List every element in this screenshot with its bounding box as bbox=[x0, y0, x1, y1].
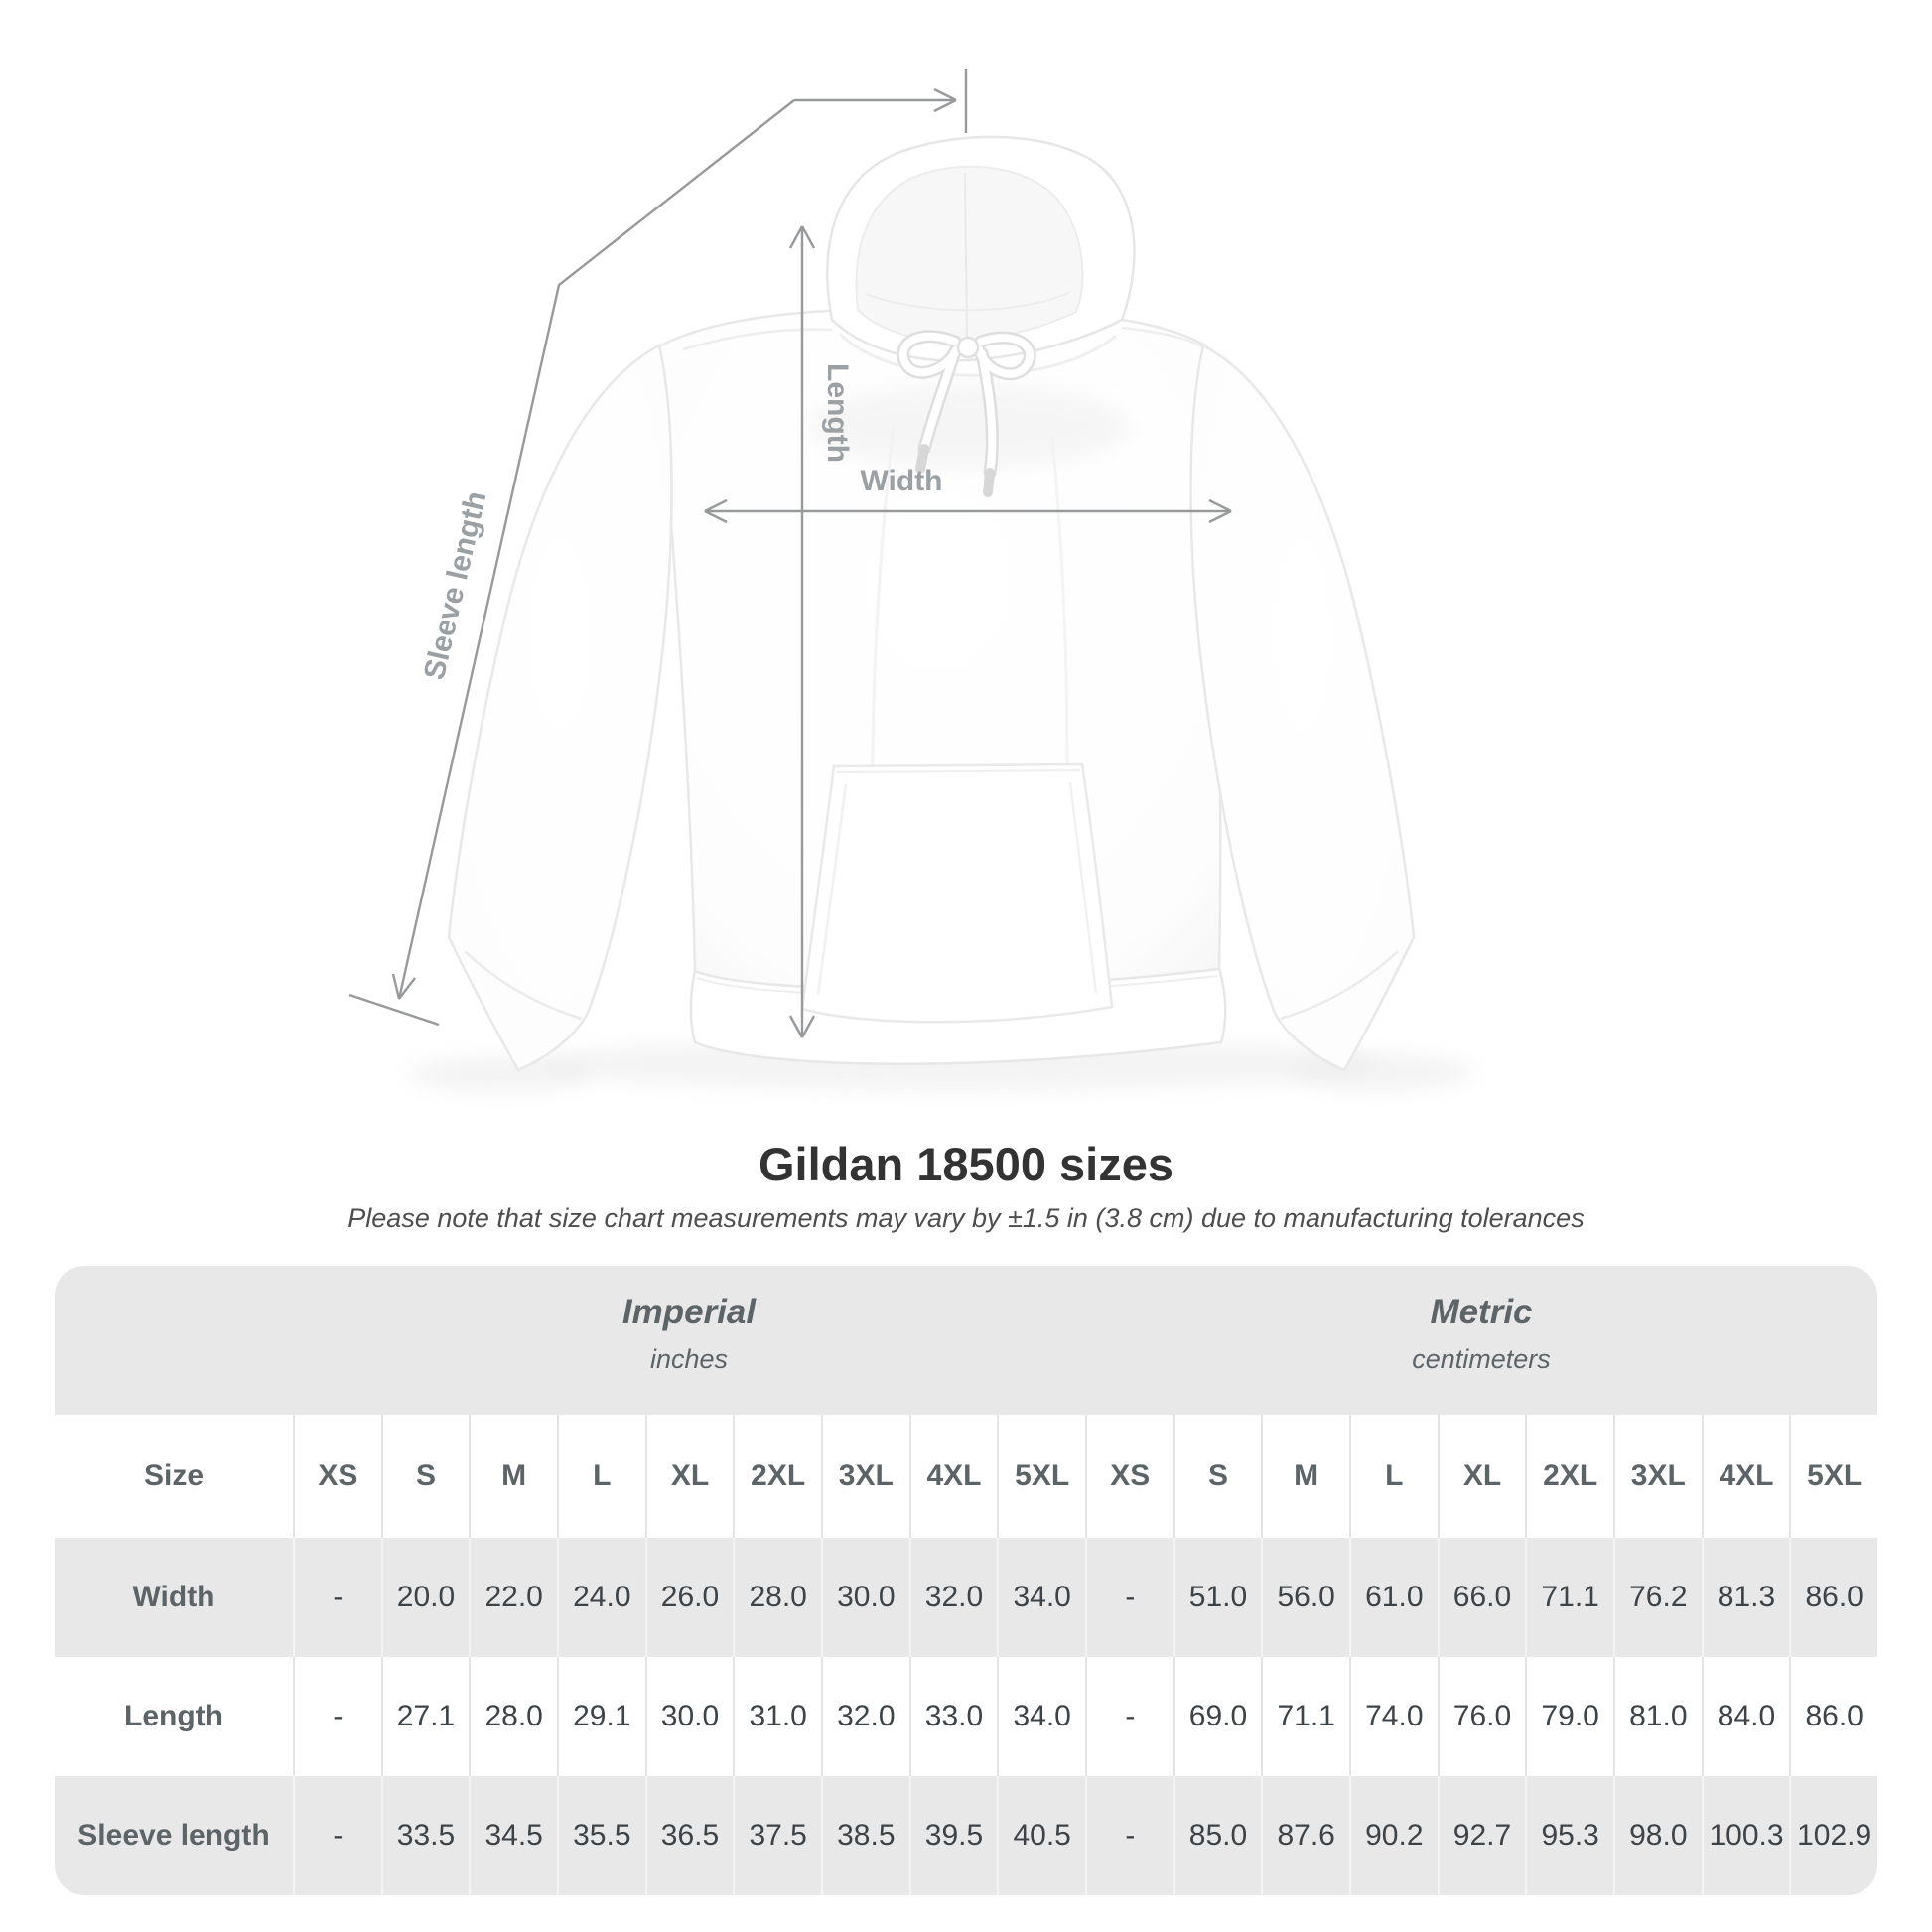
row-label: Width bbox=[55, 1538, 293, 1657]
value-cell: 35.5 bbox=[557, 1776, 645, 1895]
value-cell: 32.0 bbox=[821, 1657, 909, 1776]
value-cell: 79.0 bbox=[1525, 1657, 1613, 1776]
page-title: Gildan 18500 sizes bbox=[758, 1138, 1174, 1190]
value-cell: 30.0 bbox=[821, 1538, 909, 1657]
value-cell: 95.3 bbox=[1525, 1776, 1613, 1895]
size-table bbox=[55, 1266, 1877, 1895]
column-header-m-metric: M bbox=[1261, 1415, 1349, 1538]
column-header-2xl-imperial: 2XL bbox=[733, 1415, 821, 1538]
value-cell: 33.0 bbox=[909, 1657, 998, 1776]
value-cell: 61.0 bbox=[1349, 1538, 1438, 1657]
value-cell: - bbox=[293, 1776, 381, 1895]
value-cell: 81.0 bbox=[1613, 1657, 1702, 1776]
column-header-s-metric: S bbox=[1173, 1415, 1262, 1538]
page-subtitle: Please note that size chart measurements may vary by ±1.5 in (3.8 cm) due to manufacturing tolerances bbox=[347, 1203, 1585, 1234]
value-cell: 81.3 bbox=[1702, 1538, 1790, 1657]
value-cell: 24.0 bbox=[557, 1538, 645, 1657]
hood-lining bbox=[857, 167, 1083, 342]
group-unit: inches bbox=[649, 1343, 729, 1374]
column-header-s-imperial: S bbox=[381, 1415, 470, 1538]
group-header-imperial bbox=[293, 1266, 1085, 1415]
column-header-3xl-metric: 3XL bbox=[1613, 1415, 1702, 1538]
sleeve-length-label: Sleeve length bbox=[417, 487, 493, 683]
column-header-3xl-imperial: 3XL bbox=[821, 1415, 909, 1538]
column-header-l-metric: L bbox=[1349, 1415, 1438, 1538]
value-cell: 87.6 bbox=[1261, 1776, 1349, 1895]
value-cell: 90.2 bbox=[1349, 1776, 1438, 1895]
value-cell: 76.2 bbox=[1613, 1538, 1702, 1657]
column-header-l-imperial: L bbox=[557, 1415, 645, 1538]
value-cell: 98.0 bbox=[1613, 1776, 1702, 1895]
column-header-4xl-imperial: 4XL bbox=[909, 1415, 998, 1538]
value-cell: 27.1 bbox=[381, 1657, 470, 1776]
value-cell: 40.5 bbox=[997, 1776, 1085, 1895]
column-header-4xl-metric: 4XL bbox=[1702, 1415, 1790, 1538]
value-cell: - bbox=[293, 1657, 381, 1776]
cuff-shadow-left bbox=[407, 1056, 596, 1092]
value-cell: 66.0 bbox=[1438, 1538, 1526, 1657]
value-cell: 31.0 bbox=[733, 1657, 821, 1776]
cuff-shadow-right bbox=[1286, 1054, 1474, 1090]
size-header-label: Size bbox=[55, 1415, 293, 1538]
value-cell: 29.1 bbox=[557, 1657, 645, 1776]
value-cell: 74.0 bbox=[1349, 1657, 1438, 1776]
value-cell: 71.1 bbox=[1261, 1657, 1349, 1776]
column-header-5xl-metric: 5XL bbox=[1789, 1415, 1877, 1538]
hoodie-left-sleeve bbox=[449, 345, 672, 1070]
value-cell: 28.0 bbox=[733, 1538, 821, 1657]
value-cell: 30.0 bbox=[645, 1657, 734, 1776]
sleeve-bottom-tick bbox=[349, 995, 439, 1025]
value-cell: 76.0 bbox=[1438, 1657, 1526, 1776]
column-header-xs-imperial: XS bbox=[293, 1415, 381, 1538]
value-cell: - bbox=[293, 1538, 381, 1657]
column-header-xl-metric: XL bbox=[1438, 1415, 1526, 1538]
value-cell: 92.7 bbox=[1438, 1776, 1526, 1895]
value-cell: - bbox=[1085, 1538, 1173, 1657]
value-cell: 39.5 bbox=[909, 1776, 998, 1895]
value-cell: 84.0 bbox=[1702, 1657, 1790, 1776]
value-cell: 32.0 bbox=[909, 1538, 998, 1657]
group-header-spacer bbox=[55, 1266, 293, 1415]
value-cell: 71.1 bbox=[1525, 1538, 1613, 1657]
value-cell: - bbox=[1085, 1657, 1173, 1776]
group-header-metric bbox=[1085, 1266, 1877, 1415]
value-cell: 38.5 bbox=[821, 1776, 909, 1895]
hoodie-right-sleeve bbox=[1191, 345, 1415, 1070]
value-cell: 69.0 bbox=[1173, 1657, 1262, 1776]
width-label: Width bbox=[860, 465, 943, 497]
column-header-xs-metric: XS bbox=[1085, 1415, 1173, 1538]
value-cell: 33.5 bbox=[381, 1776, 470, 1895]
value-cell: 28.0 bbox=[469, 1657, 557, 1776]
row-label: Sleeve length bbox=[55, 1776, 293, 1895]
column-header-2xl-metric: 2XL bbox=[1525, 1415, 1613, 1538]
hoodie-pocket bbox=[802, 764, 1112, 1022]
value-cell: 34.0 bbox=[997, 1657, 1085, 1776]
value-cell: 86.0 bbox=[1789, 1657, 1877, 1776]
group-name: Imperial bbox=[621, 1292, 757, 1331]
value-cell: 22.0 bbox=[469, 1538, 557, 1657]
value-cell: 86.0 bbox=[1789, 1538, 1877, 1657]
value-cell: 37.5 bbox=[733, 1776, 821, 1895]
length-label: Length bbox=[821, 363, 854, 463]
group-unit: centimeters bbox=[1412, 1343, 1551, 1374]
hoodie-illustration bbox=[407, 137, 1474, 1092]
value-cell: 26.0 bbox=[645, 1538, 734, 1657]
value-cell: 34.5 bbox=[469, 1776, 557, 1895]
value-cell: 85.0 bbox=[1173, 1776, 1262, 1895]
value-cell: 51.0 bbox=[1173, 1538, 1262, 1657]
row-label: Length bbox=[55, 1657, 293, 1776]
value-cell: 20.0 bbox=[381, 1538, 470, 1657]
value-cell: - bbox=[1085, 1776, 1173, 1895]
value-cell: 102.9 bbox=[1789, 1776, 1877, 1895]
value-cell: 36.5 bbox=[645, 1776, 734, 1895]
value-cell: 34.0 bbox=[997, 1538, 1085, 1657]
value-cell: 56.0 bbox=[1261, 1538, 1349, 1657]
column-header-xl-imperial: XL bbox=[645, 1415, 734, 1538]
column-header-m-imperial: M bbox=[469, 1415, 557, 1538]
column-header-5xl-imperial: 5XL bbox=[997, 1415, 1085, 1538]
chest-shading bbox=[809, 385, 1127, 469]
value-cell: 100.3 bbox=[1702, 1776, 1790, 1895]
group-name: Metric bbox=[1430, 1292, 1533, 1331]
